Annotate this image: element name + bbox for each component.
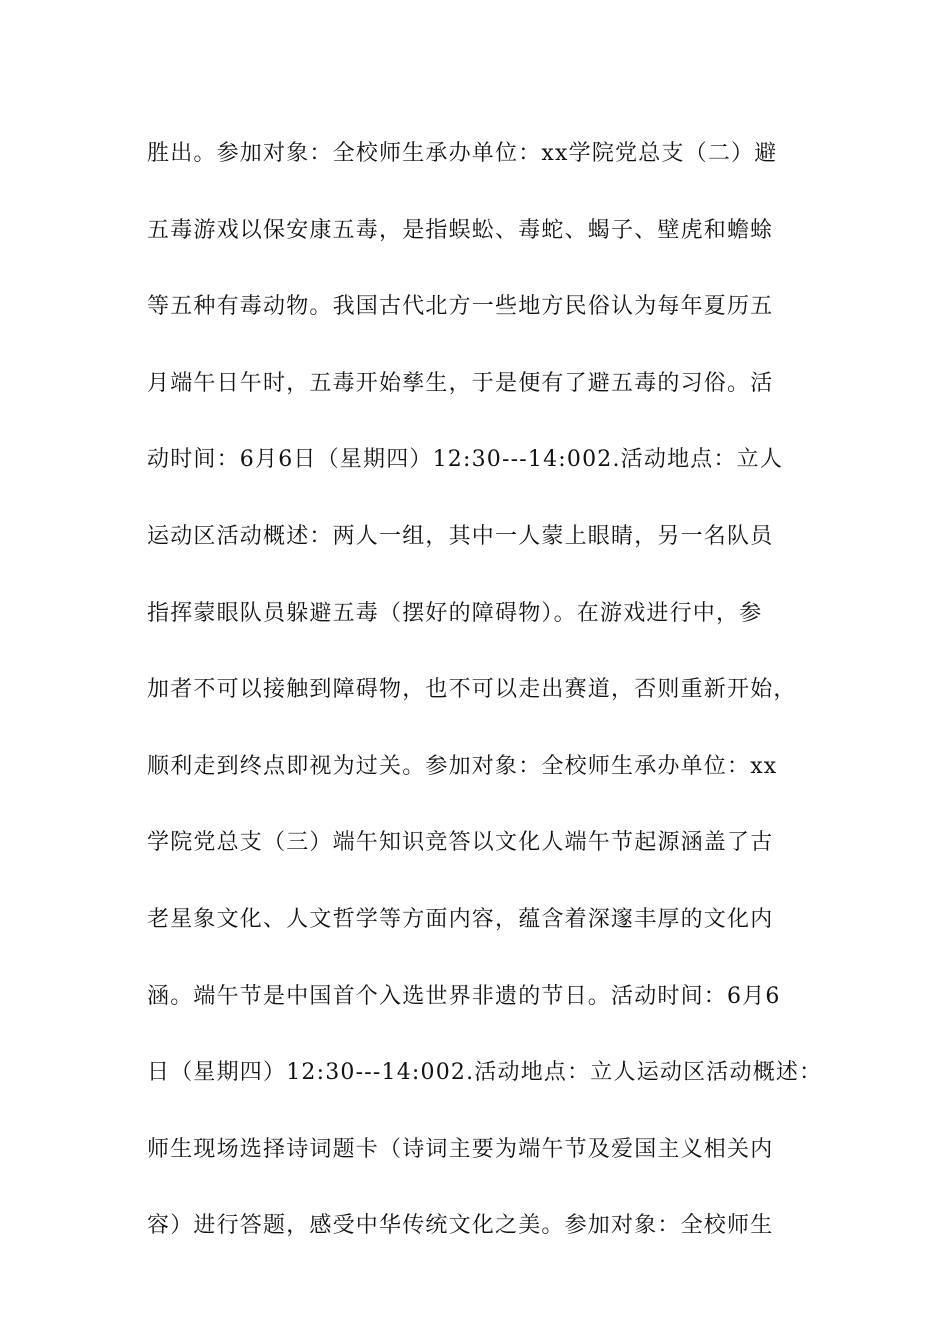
text-line: 月端午日午时，五毒开始孳生，于是便有了避五毒的习俗。活 [147,370,774,396]
text-line: 容）进行答题，感受中华传统文化之美。参加对象：全校师生 [147,1213,774,1239]
text-line: 师生现场选择诗词题卡（诗词主要为端午节及爱国主义相关内 [147,1136,774,1162]
text-line: 学院党总支（三）端午知识竞答以文化人端午节起源涵盖了古 [147,830,774,856]
text-line: 五毒游戏以保安康五毒，是指蜈蚣、毒蛇、蝎子、壁虎和蟾蜍 [147,217,774,243]
text-line: 等五种有毒动物。我国古代北方一些地方民俗认为每年夏历五 [147,294,774,320]
text-line: 老星象文化、人文哲学等方面内容，蕴含着深邃丰厚的文化内 [147,906,774,932]
text-line: 指挥蒙眼队员躲避五毒（摆好的障碍物）。在游戏进行中，参 [147,600,763,626]
body-text [147,128,823,1277]
text-line: 运动区活动概述：两人一组，其中一人蒙上眼睛，另一名队员 [147,523,774,549]
text-line: 日（星期四）12:30---14:002.活动地点：立人运动区活动概述： [147,1060,823,1086]
text-line: 涵。端午节是中国首个入选世界非遗的节日。活动时间：6月6 [147,983,781,1009]
text-line: 加者不可以接触到障碍物，也不可以走出赛道，否则重新开始， [147,677,797,703]
text-line: 顺利走到终点即视为过关。参加对象：全校师生承办单位：xx [147,753,778,779]
text-line: 胜出。参加对象：全校师生承办单位：xx学院党总支（二）避 [147,141,778,166]
text-line: 动时间：6月6日（星期四）12:30---14:002.活动地点：立人 [147,447,784,473]
